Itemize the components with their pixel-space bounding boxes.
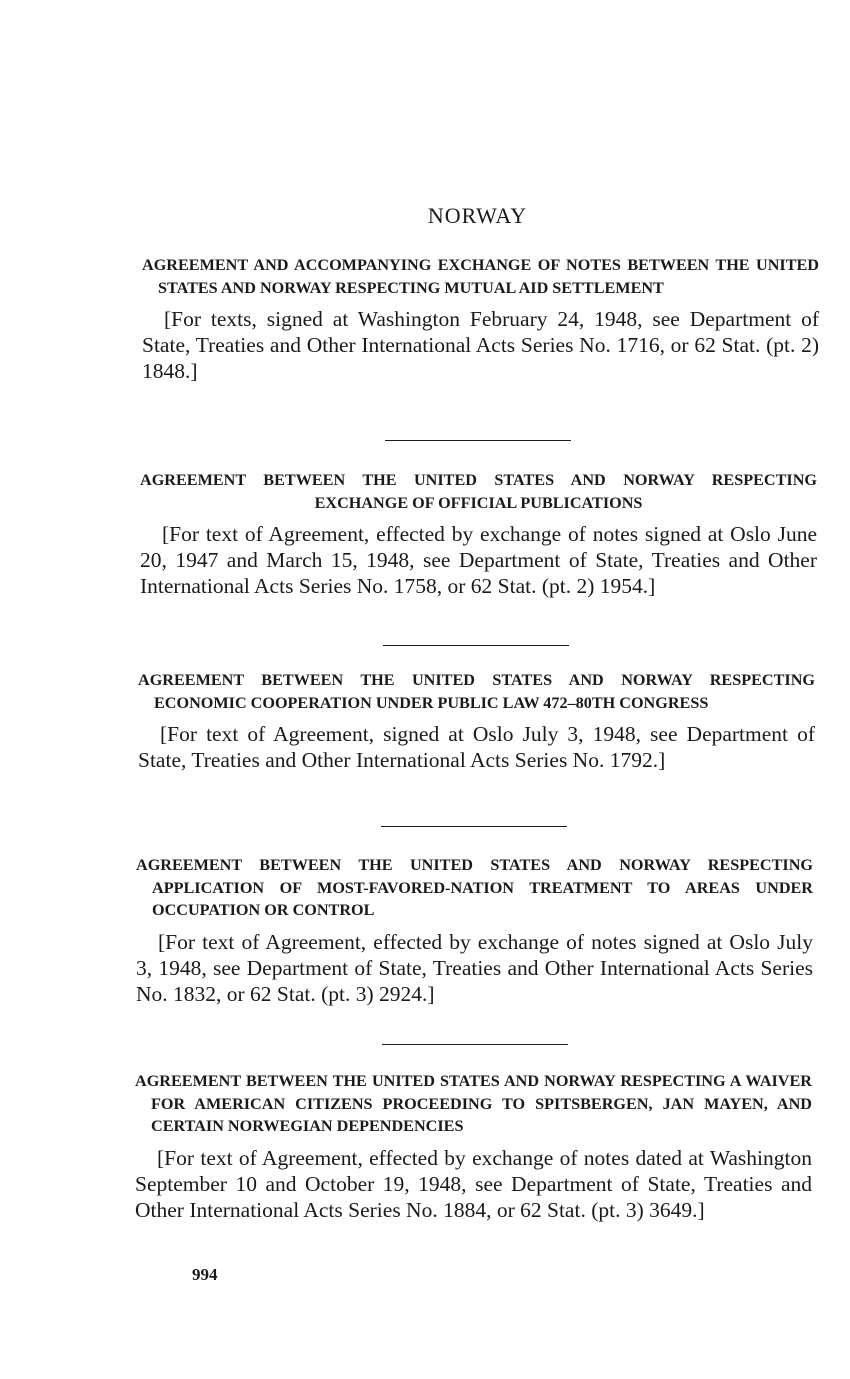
section-heading: AGREEMENT BETWEEN THE UNITED STATES AND NORWAY RESPECTING APPLICATION OF MOST-FAVORED-NATION TREATMENT TO AREAS UNDER OCCUPATION OR CONTROL <box>136 856 813 919</box>
section-text: [For text of Agreement, effected by exchange of notes signed at Oslo July 3, 1948, see Department of State, Treaties and Other International Acts Series No. 1832, or 62 Stat. (pt. 3) 2924.] <box>136 929 813 1006</box>
agreement-section-spitsbergen-waiver <box>135 1070 812 1223</box>
agreement-section-most-favored-nation <box>136 854 813 1007</box>
section-heading: AGREEMENT BETWEEN THE UNITED STATES AND NORWAY RESPECTING A WAIVER FOR AMERICAN CITIZENS PROCEEDING TO SPITSBERGEN, JAN MAYEN, AND CERTAIN NORWEGIAN DEPENDENCIES <box>135 1072 812 1135</box>
section-divider <box>382 1044 568 1045</box>
section-divider <box>381 826 567 827</box>
section-text: [For text of Agreement, signed at Oslo July 3, 1948, see Department of State, Treaties and Other International Acts Series No. 1792.] <box>138 722 815 773</box>
section-divider <box>385 440 571 441</box>
section-heading: AGREEMENT BETWEEN THE UNITED STATES AND NORWAY RESPECTING EXCHANGE OF OFFICIAL PUBLICATIONS <box>140 471 817 512</box>
section-heading: AGREEMENT BETWEEN THE UNITED STATES AND NORWAY RESPECTING ECONOMIC COOPERATION UNDER PUBLIC LAW 472–80TH CONGRESS <box>138 671 815 712</box>
section-divider <box>383 645 569 646</box>
page-title: NORWAY <box>427 203 528 228</box>
section-text: [For texts, signed at Washington February 24, 1948, see Department of State, Treaties and Other International Acts Series No. 1716, or 62 Stat. (pt. 2) 1848.] <box>142 307 819 384</box>
agreement-section-mutual-aid <box>142 254 819 385</box>
agreement-section-economic-cooperation <box>138 669 815 773</box>
section-text: [For text of Agreement, effected by exchange of notes dated at Washington September 10 and October 19, 1948, see Department of State, Treaties and Other International Acts Series No. 1884, or 62 Stat. (pt. 3) 3649.] <box>135 1145 812 1222</box>
agreement-section-official-publications <box>140 469 817 600</box>
section-heading: AGREEMENT AND ACCOMPANYING EXCHANGE OF NOTES BETWEEN THE UNITED STATES AND NORWAY RESPECTING MUTUAL AID SETTLEMENT <box>142 256 819 297</box>
section-text: [For text of Agreement, effected by exchange of notes signed at Oslo June 20, 1947 and March 15, 1948, see Department of State, Treaties and Other International Acts Series No. 1758, or 62 Stat. (pt. 2) 1954.] <box>140 522 817 599</box>
page-number: 994 <box>192 1265 218 1284</box>
